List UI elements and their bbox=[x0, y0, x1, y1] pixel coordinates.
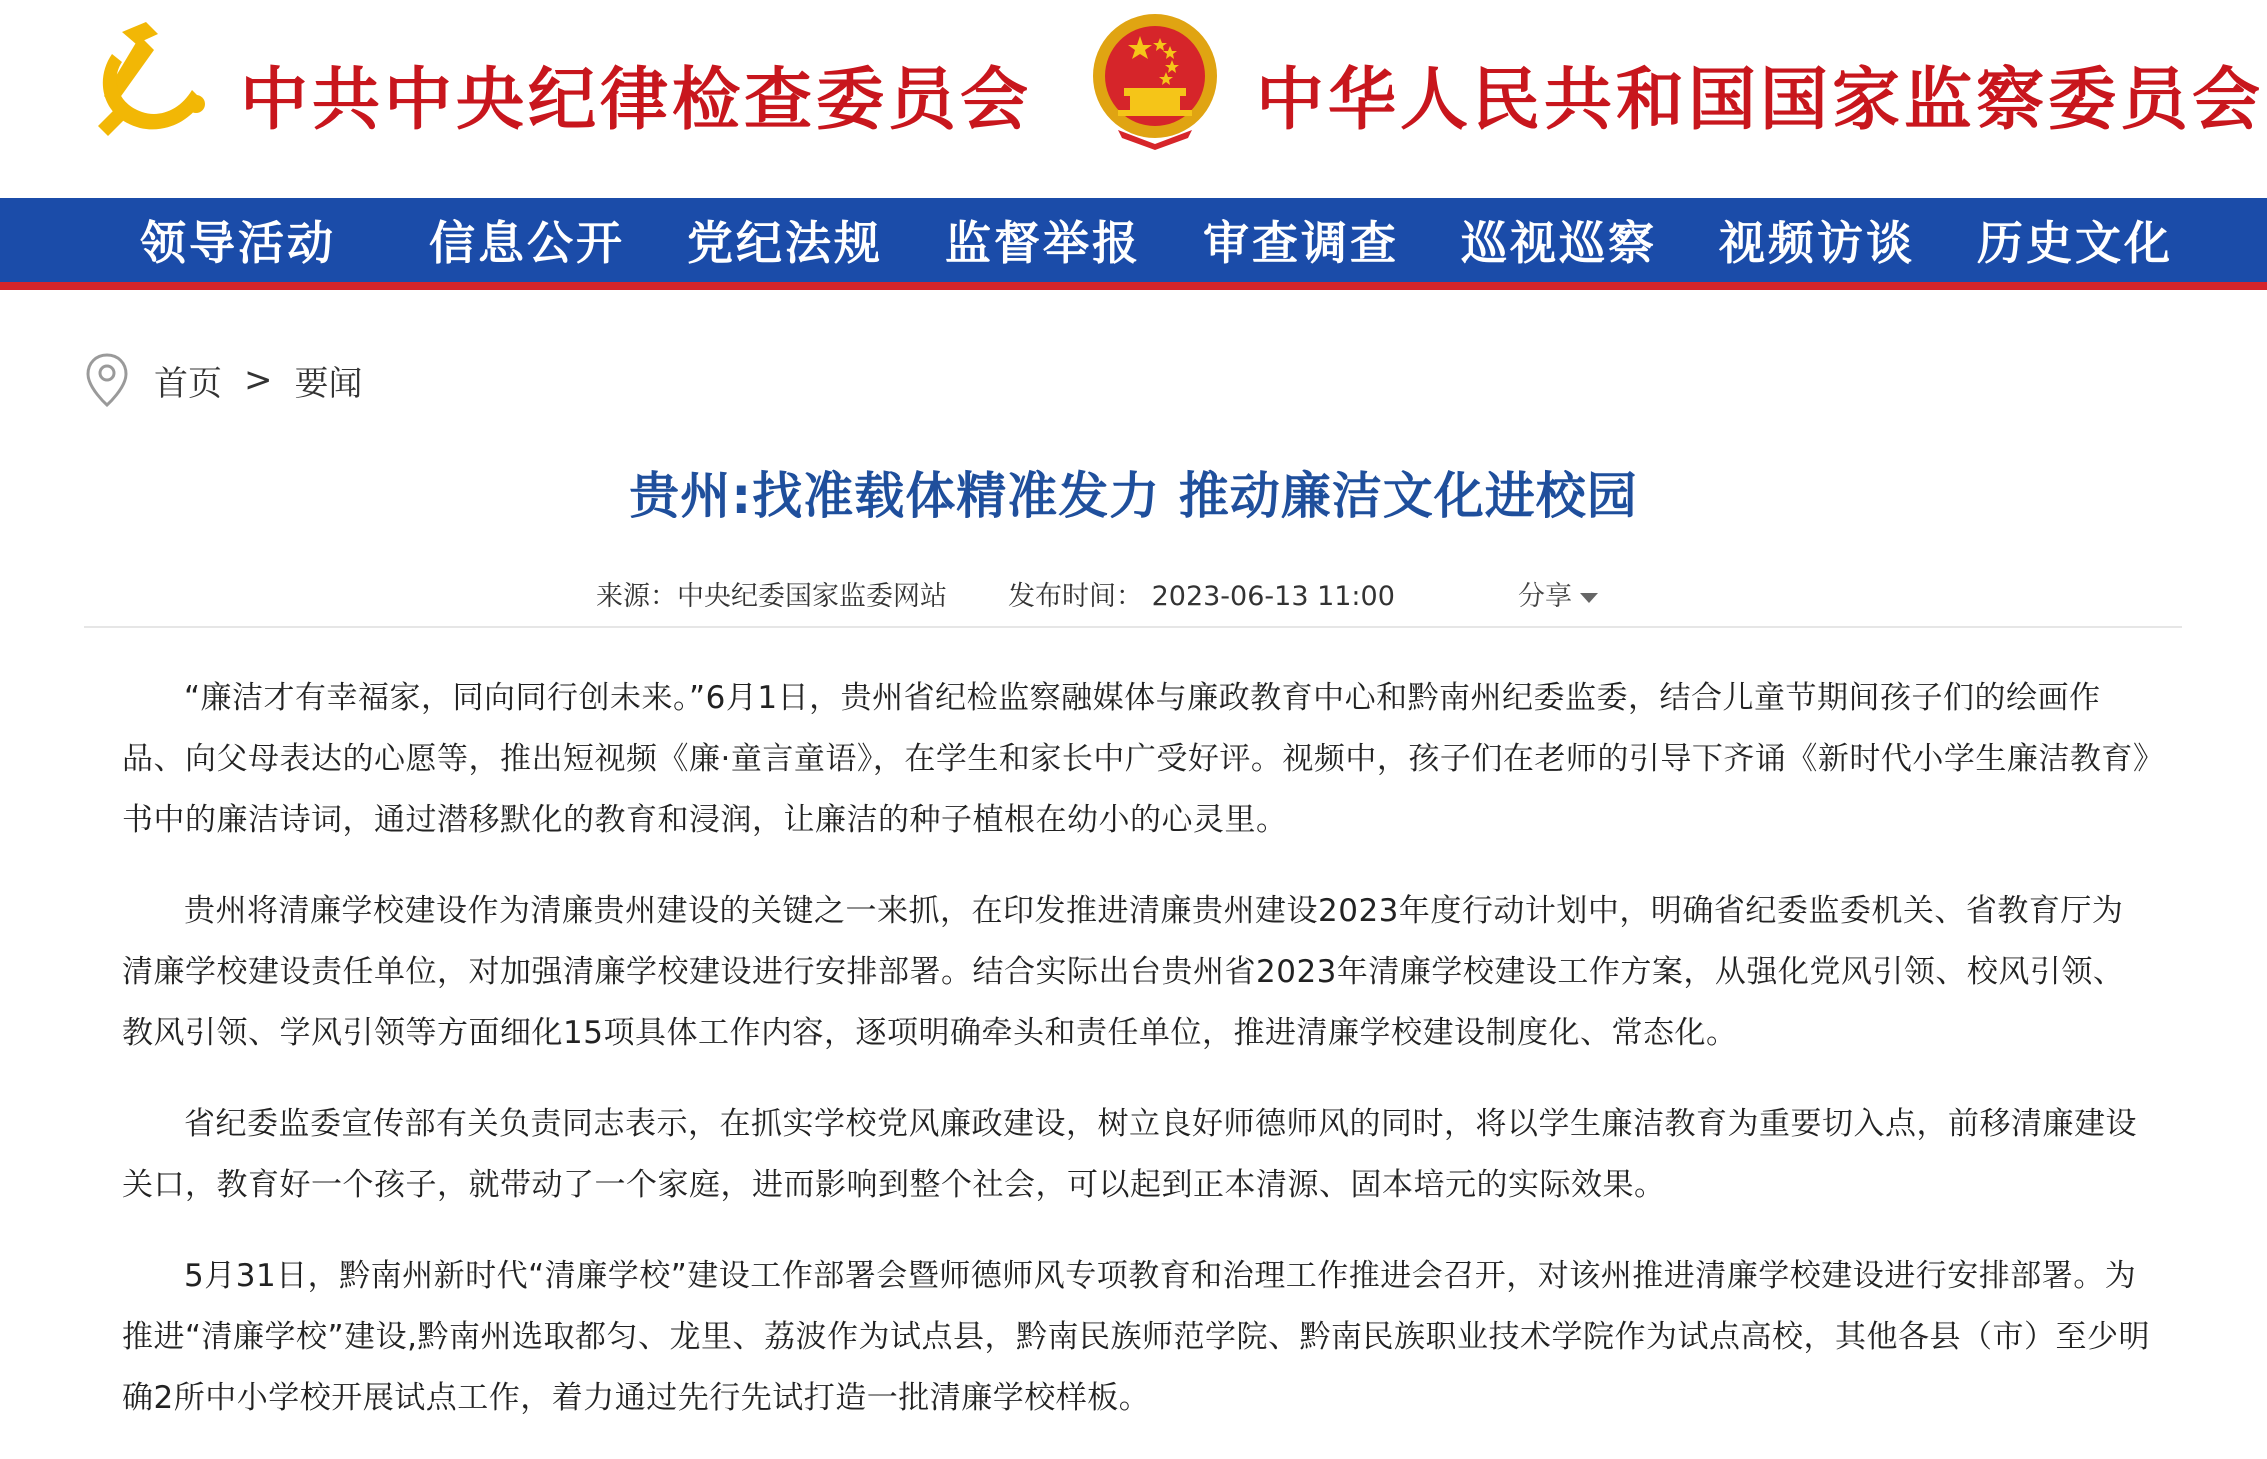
nav-item-report[interactable]: 监督举报 bbox=[945, 216, 1141, 270]
article-publish-time: 发布时间： 2023-06-13 11:00 bbox=[1008, 581, 1395, 612]
nav-item-history[interactable]: 历史文化 bbox=[1977, 216, 2173, 270]
location-pin-icon bbox=[84, 352, 130, 408]
nav-item-regulations[interactable]: 党纪法规 bbox=[687, 216, 883, 270]
cdi-site-title: 中共中央纪律检查委员会 bbox=[240, 60, 1033, 140]
site-header bbox=[0, 0, 2267, 198]
nav-item-leadership[interactable]: 领导活动 bbox=[140, 216, 336, 270]
breadcrumb-home-link[interactable]: 首页 bbox=[154, 363, 222, 404]
article-paragraph: “廉洁才有幸福家，同向同行创未来。”6月1日，贵州省纪检监察融媒体与廉政教育中心和黔南州纪委监委，结合儿童节期间孩子们的绘画作品、向父母表达的心愿等，推出短视频《廉·童言童语》，在学生和家长中广受好评。视频中，孩子们在老师的引导下齐诵《新时代小学生廉洁教育》书中的廉洁诗词，通过潜移默化的教育和浸润，让廉洁的种子植根在幼小的心灵里。 bbox=[122, 680, 2149, 838]
main-nav bbox=[0, 198, 2267, 290]
share-label: 分享 bbox=[1518, 581, 1572, 612]
nav-item-video[interactable]: 视频访谈 bbox=[1719, 216, 1915, 270]
party-emblem-icon bbox=[84, 14, 214, 144]
nav-item-inspection[interactable]: 巡视巡察 bbox=[1461, 216, 1657, 270]
article-title: 贵州:找准载体精准发力 推动廉洁文化进校园 bbox=[629, 467, 1638, 525]
nav-item-info-disclosure[interactable]: 信息公开 bbox=[429, 216, 625, 270]
nav-item-investigation[interactable]: 审查调查 bbox=[1203, 216, 1399, 270]
article-paragraph: 省纪委监委宣传部有关负责同志表示，在抓实学校党风廉政建设，树立良好师德师风的同时，将以学生廉洁教育为重要切入点，前移清廉建设关口，教育好一个孩子，就带动了一个家庭，进而影响到整个社会，可以起到正本清源、固本培元的实际效果。 bbox=[122, 1106, 2137, 1203]
nsc-site-title: 中华人民共和国国家监察委员会 bbox=[1256, 60, 2265, 140]
breadcrumb-current-link[interactable]: 要闻 bbox=[294, 363, 363, 404]
breadcrumb-separator: > bbox=[244, 360, 273, 400]
article-paragraph: 5月31日，黔南州新时代“清廉学校”建设工作部署会暨师德师风专项教育和治理工作推进会召开，对该州推进清廉学校建设进行安排部署。为推进“清廉学校”建设,黔南州选取都匀、龙里、荔波作为试点县，黔南民族师范学院、黔南民族职业技术学院作为试点高校，其他各县（市）至少明确2所中小学校开展试点工作，着力通过先行先试打造一批清廉学校样板。 bbox=[122, 1258, 2150, 1416]
share-dropdown[interactable] bbox=[1518, 574, 1598, 613]
national-emblem-icon bbox=[1088, 10, 1222, 152]
article-source: 来源：中央纪委国家监委网站 bbox=[596, 581, 947, 612]
chevron-down-icon bbox=[1580, 593, 1598, 603]
breadcrumb bbox=[84, 350, 363, 410]
article-body bbox=[122, 668, 2152, 1459]
article-paragraph: 贵州将清廉学校建设作为清廉贵州建设的关键之一来抓，在印发推进清廉贵州建设2023年度行动计划中，明确省纪委监委机关、省教育厅为清廉学校建设责任单位，对加强清廉学校建设进行安排部署。结合实际出台贵州省2023年清廉学校建设工作方案，从强化党风引领、校风引领、教风引领、学风引领等方面细化15项具体工作内容，逐项明确牵头和责任单位，推进清廉学校建设制度化、常态化。 bbox=[122, 893, 2125, 1051]
divider bbox=[84, 626, 2182, 628]
